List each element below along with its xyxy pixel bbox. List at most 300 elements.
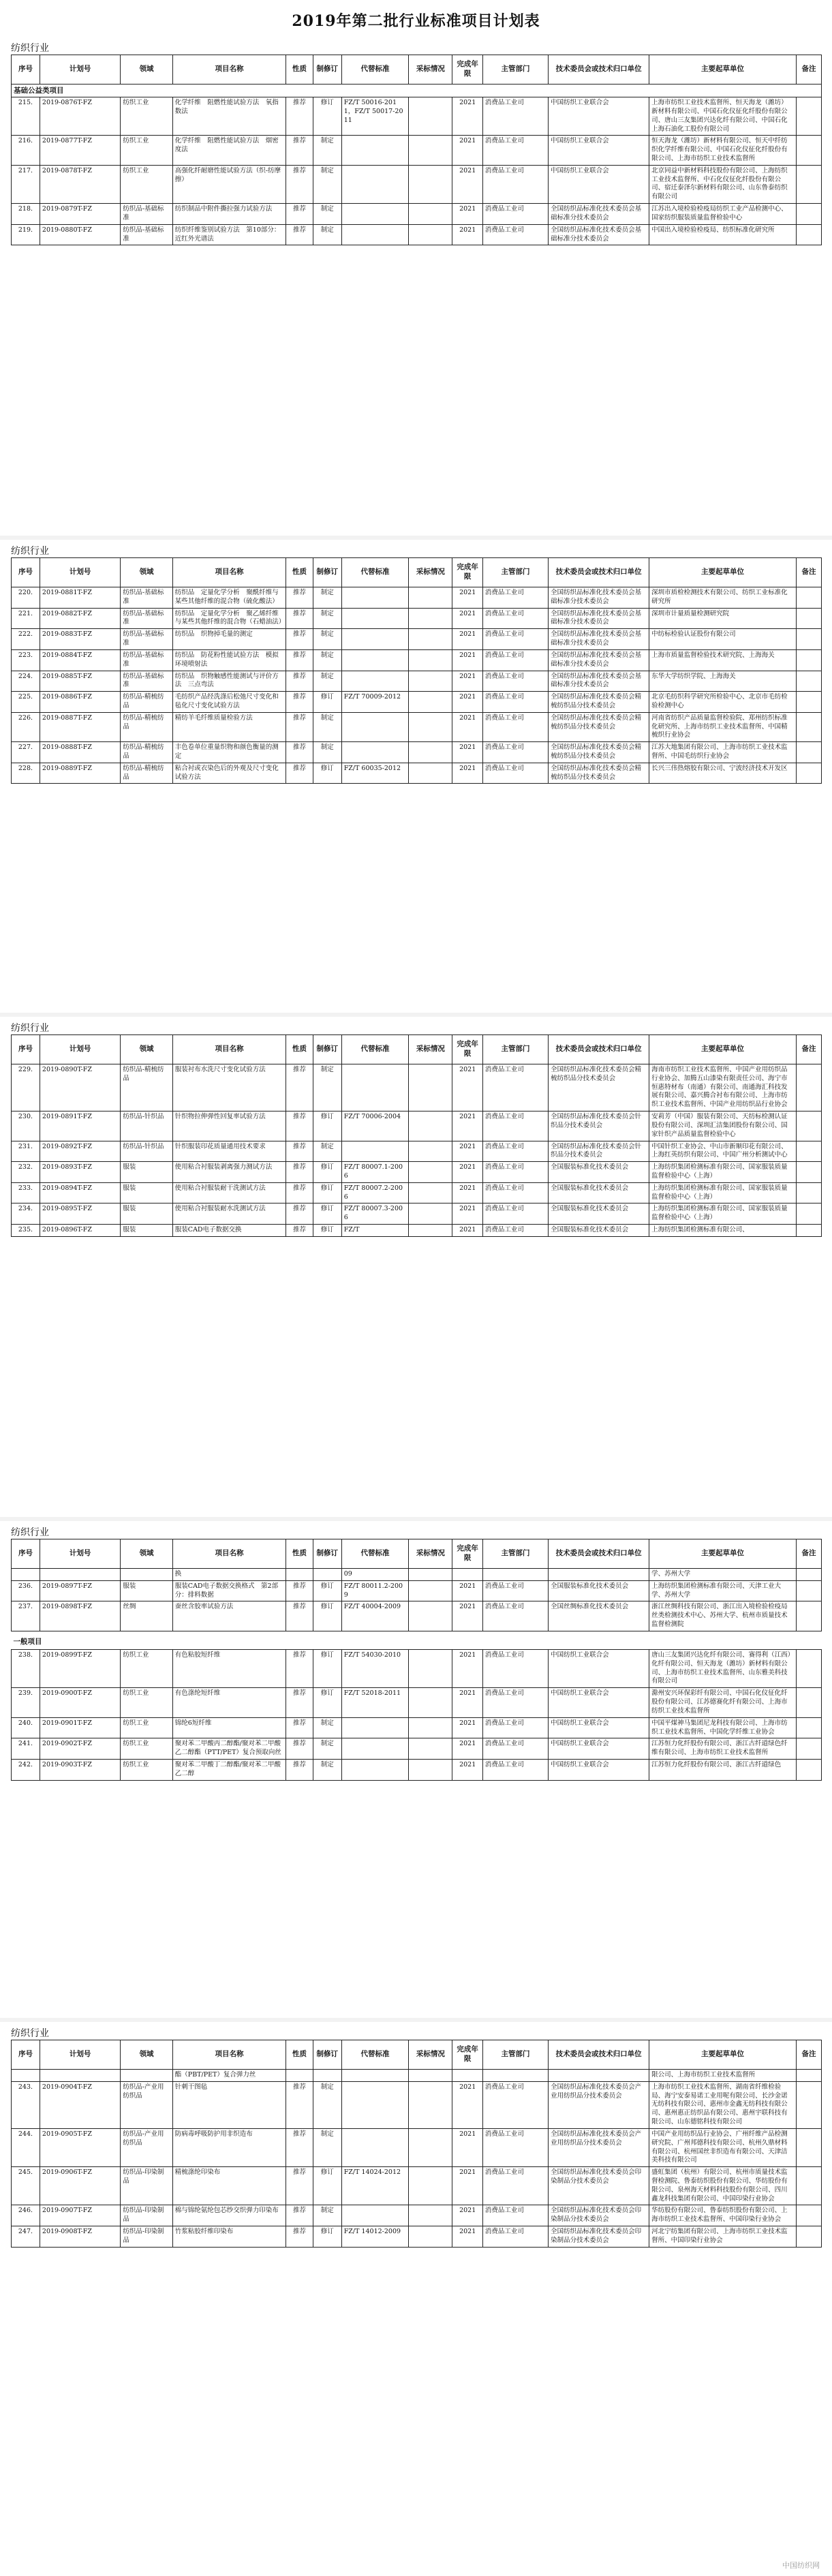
cell-drafting-units: 中纺标检验认证股份有限公司	[649, 629, 797, 650]
cell-remarks	[796, 2205, 821, 2226]
header-drafting-units: 主要起草单位	[649, 1539, 797, 1569]
cell-plan-no: 2019-0905T-FZ	[40, 2128, 120, 2166]
cell-project-name: 纺织品 定量化学分析 聚酰纤维与某些其他纤维的混合物（硫化酸法）	[172, 587, 286, 609]
cell-drafting-units: 海南市纺织工业技术监督所、中国产业用纺织品行业协会、加腾五山漆染有限责任公司、海宁市恒惠特材布（南通）有限公司、南通海汇科技发展有限公司、嘉兴腾合衬布有限公司、上海市纺织工业技术监督所、中国产业用纺织品行业协会	[649, 1064, 797, 1111]
table-row	[12, 629, 822, 650]
header-nature: 性质	[286, 558, 313, 587]
cell-remarks	[796, 742, 821, 763]
cell-remarks	[796, 671, 821, 692]
cell-committee: 中国纺织工业联合会	[549, 165, 649, 203]
cell-authority: 消费品工业司	[482, 204, 548, 225]
header-committee: 技术委员会或技术归口单位	[549, 55, 649, 85]
cell-field: 纺织品-印染制品	[121, 2167, 172, 2205]
header-plan-no: 计划号	[40, 558, 120, 587]
cell-field: 服装	[121, 1580, 172, 1601]
cell-field: 纺织品-产业用纺织品	[121, 2081, 172, 2128]
cell-replaced-std	[341, 1141, 409, 1162]
cell-plan-no: 2019-0884T-FZ	[40, 649, 120, 671]
cell-year: 2021	[452, 2081, 482, 2128]
header-drafting-units: 主要起草单位	[649, 558, 797, 587]
cell-revision: 制定	[313, 671, 341, 692]
cell-plan-no: 2019-0885T-FZ	[40, 671, 120, 692]
cell-committee: 中国纺织工业联合会	[549, 1717, 649, 1738]
cell-field: 纺织品-精梳纺品	[121, 742, 172, 763]
cell-seq: 217.	[12, 165, 40, 203]
header-project-name: 项目名称	[172, 1035, 286, 1064]
cell-committee: 全国纺织品标准化技术委员会印染制品分技术委员会	[549, 2226, 649, 2248]
cell-plan-no: 2019-0908T-FZ	[40, 2226, 120, 2248]
cell-year: 2021	[452, 671, 482, 692]
cell-plan-no: 2019-0883T-FZ	[40, 629, 120, 650]
cell-field: 纺织品-印染制品	[121, 2205, 172, 2226]
cell-revision: 修订	[313, 763, 341, 784]
cell-seq: 221.	[12, 608, 40, 629]
cell-year: 2021	[452, 97, 482, 136]
cell-drafting-units: 长兴三伟热熔胶有限公司、宁波经济技术开发区	[649, 763, 797, 784]
cell-remarks	[796, 1580, 821, 1601]
cell-remarks	[796, 97, 821, 136]
cell-remarks	[796, 2226, 821, 2248]
cell-authority: 消费品工业司	[482, 1162, 548, 1183]
cell-nature: 推荐	[286, 742, 313, 763]
cell-project-name: 聚对苯二甲酸丁二醇酯/聚对苯二甲酸乙二醇	[172, 1759, 286, 1780]
table-row	[12, 1738, 822, 1760]
header-seq: 序号	[12, 558, 40, 587]
header-field: 领域	[121, 55, 172, 85]
cell-project-name: 精纺羊毛纤维质量检验方法	[172, 712, 286, 741]
cell-seq: 224.	[12, 671, 40, 692]
cell-committee: 全国纺织品标准化技术委员会精梳纺织品分技术委员会	[549, 1064, 649, 1111]
cell-revision: 修订	[313, 1203, 341, 1225]
table-row	[12, 97, 822, 136]
cell-field: 纺织品-基础标准	[121, 671, 172, 692]
cell-authority: 消费品工业司	[482, 165, 548, 203]
cell-adoption	[409, 1738, 452, 1760]
header-adoption: 采标情况	[409, 2040, 452, 2070]
cell-seq: 244.	[12, 2128, 40, 2166]
cell-nature: 推荐	[286, 2128, 313, 2166]
cell-drafting-units: 上海纺织集团检测标准有限公司、国家服装质量监督检验中心（上海）	[649, 1182, 797, 1203]
cell-project-name: 针织物拉伸弹性回复率试验方法	[172, 1111, 286, 1141]
cell-revision: 修订	[313, 692, 341, 713]
cell-revision: 制定	[313, 608, 341, 629]
cell-committee: 全国纺织品标准化技术委员会精梳纺织品分技术委员会	[549, 742, 649, 763]
header-remarks: 备注	[796, 1035, 821, 1064]
header-plan-no: 计划号	[40, 2040, 120, 2070]
cell-project-name: 棉与锦纶氨纶包芯纱交织弹力印染布	[172, 2205, 286, 2226]
cell-remarks	[796, 204, 821, 225]
cell-adoption	[409, 1717, 452, 1738]
cell-nature	[286, 1569, 313, 1581]
cell-revision: 修订	[313, 1650, 341, 1688]
cell-plan-no: 2019-0901T-FZ	[40, 1717, 120, 1738]
cell-seq: 230.	[12, 1111, 40, 1141]
cell-year: 2021	[452, 204, 482, 225]
cell-adoption	[409, 1569, 452, 1581]
cell-drafting-units: 北京毛纺织科学研究所检验中心、北京市毛纺检验检测中心	[649, 692, 797, 713]
cell-field: 纺织品-针织品	[121, 1141, 172, 1162]
cell-adoption	[409, 1162, 452, 1183]
cell-authority: 消费品工业司	[482, 1601, 548, 1631]
cell-committee: 全国丝绸标准化技术委员会	[549, 1601, 649, 1631]
cell-year: 2021	[452, 742, 482, 763]
cell-drafting-units: 河南省纺织产品质量监督检验院、郑州纺织标准化研究所、上海市纺织工业技术监督所、中国精梳织行业协会	[649, 712, 797, 741]
cell-project-name: 精梳涤纶印染布	[172, 2167, 286, 2205]
header-field: 领域	[121, 2040, 172, 2070]
table-row	[12, 2226, 822, 2248]
cell-field: 纺织工业	[121, 1738, 172, 1760]
cell-replaced-std	[341, 742, 409, 763]
cell-adoption	[409, 629, 452, 650]
cell-seq: 245.	[12, 2167, 40, 2205]
cell-adoption	[409, 1601, 452, 1631]
cell-seq: 226.	[12, 712, 40, 741]
cell-committee: 全国纺织品标准化技术委员会基础标准分技术委员会	[549, 608, 649, 629]
header-replaced-std: 代替标准	[341, 1035, 409, 1064]
header-drafting-units: 主要起草单位	[649, 1035, 797, 1064]
plan-table-block	[11, 1034, 822, 1237]
cell-committee: 全国纺织品标准化技术委员会精梳纺织品分技术委员会	[549, 712, 649, 741]
category-label: 一般项目	[13, 1637, 42, 1646]
cell-field: 纺织工业	[121, 165, 172, 203]
cell-drafting-units: 中国出入境检验检疫局、纺织标准化研究所	[649, 224, 797, 245]
header-revision: 制修订	[313, 1035, 341, 1064]
cell-nature: 推荐	[286, 2226, 313, 2248]
cell-adoption	[409, 2070, 452, 2082]
header-authority: 主管部门	[482, 1035, 548, 1064]
cell-committee: 全国服装标准化技术委员会	[549, 1162, 649, 1183]
cell-replaced-std: FZ/T 52018-2011	[341, 1688, 409, 1717]
cell-committee: 全国服装标准化技术委员会	[549, 1580, 649, 1601]
cell-plan-no: 2019-0904T-FZ	[40, 2081, 120, 2128]
cell-remarks	[796, 1225, 821, 1237]
table-row	[12, 692, 822, 713]
cell-drafting-units: 中国产业用纺织品行业协会、广州纤维产品检测研究院、广州邦德科技有限公司、杭州久鼎材料有限公司、杭州国丝非织造布有限公司、天津洁美科技有限公司	[649, 2128, 797, 2166]
cell-plan-no: 2019-0903T-FZ	[40, 1759, 120, 1780]
cell-project-name: 服装CAD电子数据交换格式 第2部分：排料数据	[172, 1580, 286, 1601]
cell-revision: 制定	[313, 1064, 341, 1111]
cell-revision: 修订	[313, 2226, 341, 2248]
cell-nature: 推荐	[286, 1203, 313, 1225]
header-adoption: 采标情况	[409, 558, 452, 587]
table-header-row	[12, 1035, 822, 1064]
cell-project-name: 使用粘合衬服装剥离强力测试方法	[172, 1162, 286, 1183]
header-authority: 主管部门	[482, 558, 548, 587]
cell-project-name: 锦纶6短纤维	[172, 1717, 286, 1738]
cell-remarks	[796, 1717, 821, 1738]
cell-project-name: 换	[172, 1569, 286, 1581]
cell-seq: 233.	[12, 1182, 40, 1203]
table-header-row	[12, 2040, 822, 2070]
cell-project-name: 有色涤纶短纤维	[172, 1688, 286, 1717]
cell-plan-no: 2019-0877T-FZ	[40, 136, 120, 165]
plan-table-block	[11, 2040, 822, 2248]
cell-drafting-units: 中国平煤神马集团尼龙科技有限公司、上海市纺织工业技术监督所、中国化学纤维工业协会	[649, 1717, 797, 1738]
cell-field: 纺织品-精梳纺品	[121, 692, 172, 713]
cell-project-name: 服装衬布水洗尺寸变化试验方法	[172, 1064, 286, 1111]
cell-replaced-std: FZ/T 80007.3-2006	[341, 1203, 409, 1225]
cell-replaced-std: FZ/T 14024-2012	[341, 2167, 409, 2205]
header-committee: 技术委员会或技术归口单位	[549, 1539, 649, 1569]
cell-adoption	[409, 1203, 452, 1225]
cell-project-name: 纺织品 定量化学分析 聚乙烯纤维与某些其他纤维的混合物（石蜡油法）	[172, 608, 286, 629]
cell-project-name: 针刺干图毡	[172, 2081, 286, 2128]
table-row	[12, 1717, 822, 1738]
plan-table-block	[11, 557, 822, 784]
table-header-row	[12, 55, 822, 85]
industry-label: 纺织行业	[11, 43, 49, 54]
category-label: 基础公益类项目	[12, 85, 822, 97]
cell-field: 纺织工业	[121, 97, 172, 136]
header-remarks: 备注	[796, 1539, 821, 1569]
cell-plan-no: 2019-0878T-FZ	[40, 165, 120, 203]
cell-replaced-std	[341, 587, 409, 609]
page-break	[0, 1013, 832, 1017]
table-row	[12, 1759, 822, 1780]
cell-revision: 制定	[313, 2128, 341, 2166]
cell-replaced-std: FZ/T 60035-2012	[341, 763, 409, 784]
cell-committee: 全国纺织品标准化技术委员会基础标准分技术委员会	[549, 224, 649, 245]
table-row	[12, 204, 822, 225]
cell-year: 2021	[452, 1162, 482, 1183]
cell-remarks	[796, 2081, 821, 2128]
industry-label: 纺织行业	[11, 546, 49, 557]
cell-drafting-units: 上海纺织集团检测标准有限公司、天津工业大学、苏州大学	[649, 1580, 797, 1601]
cell-project-name: 酯（PBT/PET）复合弹力丝	[172, 2070, 286, 2082]
cell-replaced-std: FZ/T 80007.2-2006	[341, 1182, 409, 1203]
cell-seq: 243.	[12, 2081, 40, 2128]
cell-committee: 全国纺织品标准化技术委员会针织品分技术委员会	[549, 1111, 649, 1141]
cell-revision: 制定	[313, 587, 341, 609]
header-remarks: 备注	[796, 2040, 821, 2070]
cell-committee: 全国纺织品标准化技术委员会产业用纺织品分技术委员会	[549, 2081, 649, 2128]
cell-authority: 消费品工业司	[482, 763, 548, 784]
cell-adoption	[409, 1650, 452, 1688]
cell-revision	[313, 2070, 341, 2082]
cell-revision: 修订	[313, 1111, 341, 1141]
cell-plan-no: 2019-0882T-FZ	[40, 608, 120, 629]
cell-nature: 推荐	[286, 692, 313, 713]
header-revision: 制修订	[313, 55, 341, 85]
cell-field: 服装	[121, 1203, 172, 1225]
cell-plan-no: 2019-0891T-FZ	[40, 1111, 120, 1141]
cell-seq: 231.	[12, 1141, 40, 1162]
cell-authority: 消费品工业司	[482, 1759, 548, 1780]
cell-seq: 237.	[12, 1601, 40, 1631]
cell-remarks	[796, 1203, 821, 1225]
cell-year: 2021	[452, 1580, 482, 1601]
cell-committee: 全国纺织品标准化技术委员会基础标准分技术委员会	[549, 587, 649, 609]
header-seq: 序号	[12, 55, 40, 85]
cell-year: 2021	[452, 649, 482, 671]
cell-plan-no	[40, 1569, 120, 1581]
cell-nature: 推荐	[286, 1688, 313, 1717]
cell-replaced-std: FZ/T 70009-2012	[341, 692, 409, 713]
cell-adoption	[409, 136, 452, 165]
header-replaced-std: 代替标准	[341, 558, 409, 587]
cell-adoption	[409, 1688, 452, 1717]
cell-authority: 消费品工业司	[482, 1203, 548, 1225]
plan-table	[11, 1539, 822, 1781]
cell-project-name: 粘合衬或衣染色后的外观及尺寸变化试验方法	[172, 763, 286, 784]
cell-adoption	[409, 1580, 452, 1601]
cell-nature: 推荐	[286, 1650, 313, 1688]
cell-plan-no: 2019-0893T-FZ	[40, 1162, 120, 1183]
cell-adoption	[409, 2226, 452, 2248]
cell-authority	[482, 1569, 548, 1581]
header-revision: 制修订	[313, 1539, 341, 1569]
cell-remarks	[796, 1569, 821, 1581]
cell-remarks	[796, 224, 821, 245]
cell-nature: 推荐	[286, 136, 313, 165]
cell-seq: 223.	[12, 649, 40, 671]
cell-adoption	[409, 742, 452, 763]
cell-year: 2021	[452, 1738, 482, 1760]
cell-year: 2021	[452, 1717, 482, 1738]
cell-nature: 推荐	[286, 1064, 313, 1111]
cell-drafting-units: 恒天海龙（潍坊）新材料有限公司、恒天中纤纺织化学纤维有限公司、中国石化仪征化纤股份有限公司、上海市纺织工业技术监督所	[649, 136, 797, 165]
cell-adoption	[409, 2081, 452, 2128]
table-row	[12, 1601, 822, 1631]
cell-remarks	[796, 1182, 821, 1203]
cell-field: 服装	[121, 1225, 172, 1237]
cell-replaced-std	[341, 1717, 409, 1738]
cell-nature: 推荐	[286, 1225, 313, 1237]
header-committee: 技术委员会或技术归口单位	[549, 558, 649, 587]
cell-adoption	[409, 692, 452, 713]
cell-field: 纺织品-基础标准	[121, 224, 172, 245]
cell-adoption	[409, 649, 452, 671]
cell-year: 2021	[452, 2205, 482, 2226]
cell-authority: 消费品工业司	[482, 2167, 548, 2205]
header-remarks: 备注	[796, 558, 821, 587]
cell-drafting-units: 滁州安兴环保彩纤有限公司、中国石化仪征化纤股份有限公司、江苏德赛化纤有限公司、上海市纺织工业技术监督所	[649, 1688, 797, 1717]
cell-nature: 推荐	[286, 763, 313, 784]
cell-authority: 消费品工业司	[482, 1064, 548, 1111]
cell-replaced-std	[341, 204, 409, 225]
cell-remarks	[796, 1141, 821, 1162]
cell-nature: 推荐	[286, 165, 313, 203]
cell-remarks	[796, 1650, 821, 1688]
header-field: 领域	[121, 1539, 172, 1569]
cell-authority	[482, 2070, 548, 2082]
header-field: 领域	[121, 1035, 172, 1064]
cell-plan-no: 2019-0902T-FZ	[40, 1738, 120, 1760]
table-row	[12, 1064, 822, 1111]
cell-field: 纺织品-精梳纺品	[121, 763, 172, 784]
cell-year: 2021	[452, 136, 482, 165]
cell-replaced-std	[341, 2128, 409, 2166]
cell-seq: 236.	[12, 1580, 40, 1601]
header-replaced-std: 代替标准	[341, 2040, 409, 2070]
cell-year: 2021	[452, 587, 482, 609]
cell-field: 纺织品-基础标准	[121, 204, 172, 225]
cell-nature: 推荐	[286, 2081, 313, 2128]
header-remarks: 备注	[796, 55, 821, 85]
cell-drafting-units: 浙江丝绸科技有限公司、浙江出入境检验检疫局丝类检测技术中心、苏州大学、杭州市质量技术监督检测院	[649, 1601, 797, 1631]
header-year: 完成年限	[452, 1035, 482, 1064]
cell-seq: 234.	[12, 1203, 40, 1225]
cell-authority: 消费品工业司	[482, 136, 548, 165]
cell-plan-no: 2019-0896T-FZ	[40, 1225, 120, 1237]
table-row	[12, 2205, 822, 2226]
cell-committee: 中国纺织工业联合会	[549, 1738, 649, 1760]
table-row	[12, 763, 822, 784]
cell-committee: 全国纺织品标准化技术委员会印染制品分技术委员会	[549, 2167, 649, 2205]
cell-authority: 消费品工业司	[482, 1182, 548, 1203]
header-authority: 主管部门	[482, 2040, 548, 2070]
cell-project-name: 纺织品 织物触感性能测试与评价方法 三点弯法	[172, 671, 286, 692]
cell-adoption	[409, 712, 452, 741]
cell-year: 2021	[452, 2128, 482, 2166]
table-row	[12, 1182, 822, 1203]
cell-replaced-std: 09	[341, 1569, 409, 1581]
cell-authority: 消费品工业司	[482, 1688, 548, 1717]
cell-project-name: 使用粘合衬服装耐水洗测试方法	[172, 1203, 286, 1225]
table-row	[12, 742, 822, 763]
cell-authority: 消费品工业司	[482, 1738, 548, 1760]
cell-project-name: 竹浆粘胶纤维印染布	[172, 2226, 286, 2248]
cell-revision: 修订	[313, 1688, 341, 1717]
header-revision: 制修订	[313, 2040, 341, 2070]
cell-committee: 全国纺织品标准化技术委员会印染制品分技术委员会	[549, 2205, 649, 2226]
cell-replaced-std: FZ/T 40004-2009	[341, 1601, 409, 1631]
cell-seq	[12, 1569, 40, 1581]
cell-year: 2021	[452, 1650, 482, 1688]
cell-authority: 消费品工业司	[482, 2226, 548, 2248]
cell-year: 2021	[452, 1182, 482, 1203]
cell-revision: 制定	[313, 1717, 341, 1738]
header-plan-no: 计划号	[40, 1539, 120, 1569]
cell-committee: 全国纺织品标准化技术委员会基础标准分技术委员会	[549, 649, 649, 671]
header-adoption: 采标情况	[409, 1539, 452, 1569]
cell-drafting-units: 江苏出入境检验检疫局纺织工业产品检测中心、国家纺织服装质量监督检验中心	[649, 204, 797, 225]
cell-year	[452, 2070, 482, 2082]
table-row	[12, 1688, 822, 1717]
cell-plan-no: 2019-0892T-FZ	[40, 1141, 120, 1162]
header-year: 完成年限	[452, 1539, 482, 1569]
header-committee: 技术委员会或技术归口单位	[549, 1035, 649, 1064]
cell-plan-no	[40, 2070, 120, 2082]
cell-plan-no: 2019-0897T-FZ	[40, 1580, 120, 1601]
cell-adoption	[409, 1225, 452, 1237]
cell-field	[121, 1569, 172, 1581]
cell-field: 纺织工业	[121, 1717, 172, 1738]
cell-drafting-units: 华纺股份有限公司、鲁泰纺织股份有限公司、上海市纺织工业技术监督所、中国印染行业协会	[649, 2205, 797, 2226]
cell-seq: 216.	[12, 136, 40, 165]
cell-field: 纺织品-产业用纺织品	[121, 2128, 172, 2166]
plan-table	[11, 557, 822, 784]
cell-remarks	[796, 1738, 821, 1760]
cell-project-name: 蚕丝含胶率试验方法	[172, 1601, 286, 1631]
cell-revision: 修订	[313, 1580, 341, 1601]
table-row	[12, 1111, 822, 1141]
cell-drafting-units: 江苏恒力化纤股份有限公司、浙江古纤道绿色	[649, 1759, 797, 1780]
header-project-name: 项目名称	[172, 1539, 286, 1569]
cell-field: 纺织工业	[121, 1759, 172, 1780]
cell-field: 纺织工业	[121, 1650, 172, 1688]
cell-nature: 推荐	[286, 608, 313, 629]
cell-project-name: 防病毒呼吸防护用非织造布	[172, 2128, 286, 2166]
header-year: 完成年限	[452, 558, 482, 587]
cell-revision: 修订	[313, 1225, 341, 1237]
cell-field	[121, 2070, 172, 2082]
cell-remarks	[796, 2167, 821, 2205]
cell-field: 纺织品-印染制品	[121, 2226, 172, 2248]
cell-plan-no: 2019-0876T-FZ	[40, 97, 120, 136]
cell-project-name: 聚对苯二甲酸丙二醇酯/聚对苯二甲酸乙二醇酯（PTT/PET）复合预取向丝	[172, 1738, 286, 1760]
cell-plan-no: 2019-0898T-FZ	[40, 1601, 120, 1631]
